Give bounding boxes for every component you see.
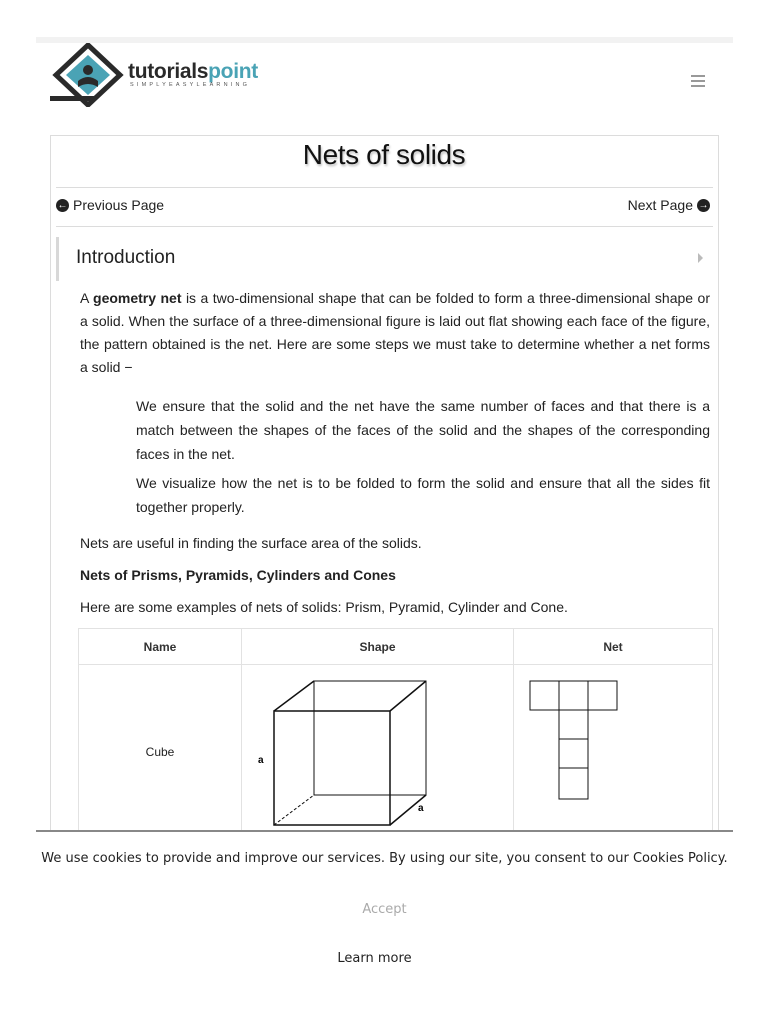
row-name-cube: Cube bbox=[79, 665, 242, 839]
accept-button[interactable]: Accept bbox=[362, 902, 407, 917]
caret-right-icon bbox=[698, 253, 703, 263]
step-paragraph: We ensure that the solid and the net have the same number of faces and that there is a match between the shapes of the faces of the solid and the shapes of the corresponding faces in the net. bbox=[136, 398, 710, 462]
hamburger-icon[interactable] bbox=[691, 75, 705, 87]
next-page-link[interactable] bbox=[628, 197, 710, 213]
divider bbox=[56, 187, 713, 188]
useful-paragraph: Nets are useful in finding the surface area of the solids. bbox=[80, 535, 422, 551]
subheading: Nets of Prisms, Pyramids, Cylinders and Cones bbox=[80, 567, 396, 583]
cube-diagram bbox=[242, 665, 513, 835]
cube-net-diagram bbox=[514, 665, 712, 835]
logo-tagline: SIMPLYEASYLEARNING bbox=[130, 82, 251, 88]
cube-shape-cell bbox=[242, 665, 514, 839]
header-name: Name bbox=[79, 629, 242, 665]
logo-wordmark: tutorialspoint bbox=[128, 60, 258, 83]
learn-more-link[interactable]: Learn more bbox=[337, 951, 412, 966]
table-row bbox=[79, 665, 713, 839]
cookie-banner bbox=[36, 830, 733, 1024]
arrow-left-circle-icon: ← bbox=[57, 199, 68, 211]
previous-page-link[interactable] bbox=[56, 197, 164, 213]
cube-side-label-left: a bbox=[258, 755, 264, 766]
cube-side-label-bottom: a bbox=[418, 803, 424, 814]
arrow-right-circle-icon: → bbox=[698, 199, 709, 211]
previous-page-label: Previous Page bbox=[73, 197, 165, 213]
header-net: Net bbox=[514, 629, 713, 665]
header-shape: Shape bbox=[242, 629, 514, 665]
cube-net-cell bbox=[514, 665, 713, 839]
divider bbox=[56, 226, 713, 227]
site-header bbox=[36, 43, 733, 121]
tutorialspoint-logo[interactable] bbox=[50, 43, 290, 107]
cookie-message: We use cookies to provide and improve our services. By using our site, you consent to our Cookies Policy. bbox=[41, 851, 728, 866]
page-title: Nets of solids bbox=[302, 139, 466, 170]
section-introduction[interactable] bbox=[56, 237, 713, 281]
nets-table bbox=[78, 628, 713, 839]
next-page-label: Next Page bbox=[627, 197, 693, 213]
examples-paragraph: Here are some examples of nets of solids: Prism, Pyramid, Cylinder and Cone. bbox=[80, 599, 568, 615]
geometry-net-term: geometry net bbox=[93, 290, 182, 306]
table-header-row bbox=[79, 629, 713, 665]
logo-mark-icon bbox=[50, 43, 126, 107]
section-title: Introduction bbox=[76, 247, 176, 268]
intro-paragraph: A geometry net is a two-dimensional shape that can be folded to form a three-dimensional shape or a solid. When the surface of a three-dimensional figure is laid out flat showing each face of the figure, the pattern obtained is the net. Here are some steps we must take to determine whether a net forms a solid − bbox=[80, 290, 710, 375]
step-paragraph: We visualize how the net is to be folded to form the solid and ensure that all the sides fit together properly. bbox=[136, 475, 710, 515]
